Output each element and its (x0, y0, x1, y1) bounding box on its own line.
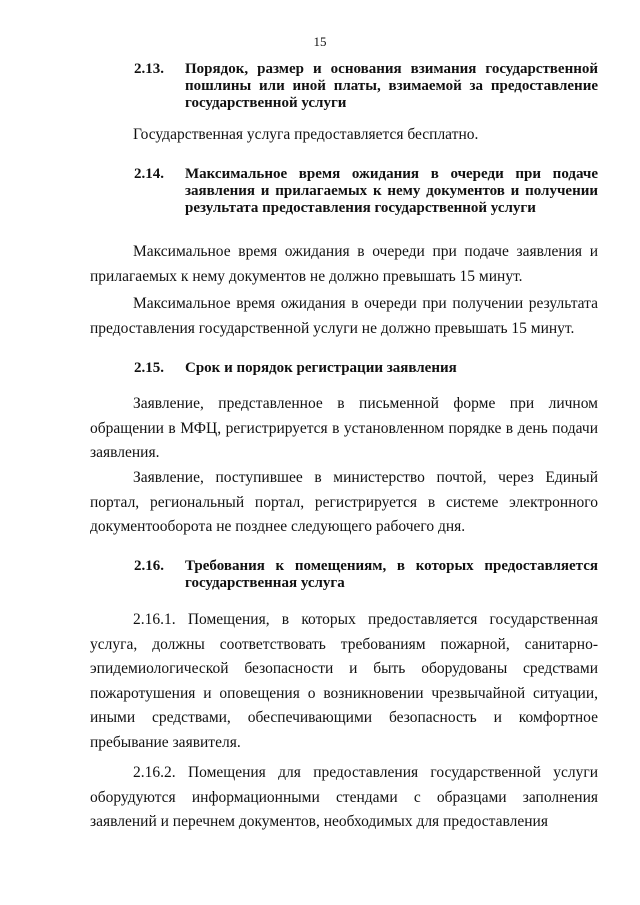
section-heading-2-14 (134, 166, 598, 217)
section-number: 2.14. (134, 166, 164, 182)
section-heading-2-15 (134, 360, 598, 377)
paragraph: Государственная услуга предоставляется бесплатно. (133, 126, 479, 143)
paragraph: Заявление, поступившее в министерство почтой, через Единый портал, региональный портал, регистрируется в системе электронного документооборота не позднее следующего рабочего дня. (90, 469, 598, 535)
section-heading-2-16 (134, 558, 598, 592)
section-title: Порядок, размер и основания взимания государственной пошлины или иной платы, взимаемой за предоставление государственной услуги (185, 61, 598, 111)
paragraph: 2.16.1. Помещения, в которых предоставляется государственная услуга, должны соответствовать требованиям пожарной, санитарно-эпидемиологической безопасности и быть оборудованы средствами пожаротушения и оповещения о возникновении чрезвычайной ситуации, иными средствами, обеспечивающими безопасность и комфортное пребывание заявителя. (90, 611, 598, 751)
section-number: 2.13. (134, 61, 164, 77)
section-title: Максимальное время ожидания в очереди при подаче заявления и прилагаемых к нему документов и получении результата предоставления государственной услуги (185, 166, 598, 216)
paragraph: Заявление, представленное в письменной форме при личном обращении в МФЦ, регистрируется в установленном порядке в день подачи заявления. (90, 395, 598, 461)
page-number: 15 (313, 34, 327, 49)
section-title: Требования к помещениям, в которых предоставляется государственная услуга (185, 558, 598, 591)
paragraph: Максимальное время ожидания в очереди при подаче заявления и прилагаемых к нему документов не должно превышать 15 минут. (90, 243, 598, 285)
section-title: Срок и порядок регистрации заявления (185, 360, 457, 376)
section-heading-2-13 (134, 61, 598, 112)
section-number: 2.16. (134, 558, 164, 574)
paragraph: Максимальное время ожидания в очереди при получении результата предоставления государственной услуги не должно превышать 15 минут. (90, 295, 598, 337)
section-number: 2.15. (134, 360, 164, 376)
paragraph: 2.16.2. Помещения для предоставления государственной услуги оборудуются информационными стендами с образцами заполнения заявлений и перечнем документов, необходимых для предоставления (90, 764, 598, 830)
